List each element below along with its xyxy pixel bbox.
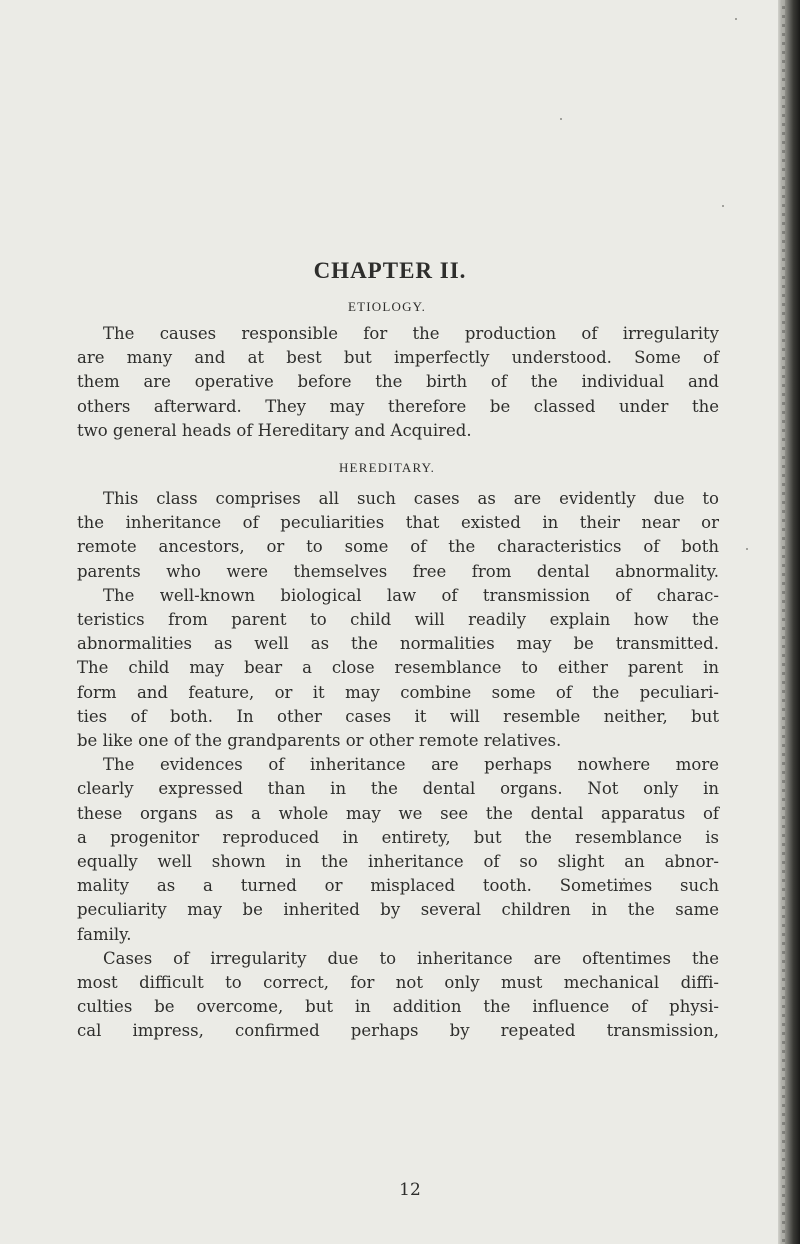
page-binding-edge: [778, 0, 800, 1244]
subsection-title: HEREDITARY.: [338, 460, 436, 476]
page-number: 12: [399, 1180, 421, 1200]
text-line: The evidences of inheritance are perhaps nowhere more: [103, 755, 719, 775]
scan-speck: [560, 118, 562, 120]
text-line: a progenitor reproduced in entirety, but the resemblance is: [77, 827, 719, 847]
text-line: most difficult to correct, for not only must mechanical diffi-: [77, 973, 719, 993]
text-line: these organs as a whole may we see the dental apparatus of: [77, 803, 719, 823]
text-line: abnormalities as well as the normalities may be transmitted.: [77, 634, 719, 654]
text-line: culties be overcome, but in addition the influence of physi-: [77, 997, 719, 1017]
intro-paragraph: [51, 322, 719, 443]
text-line: are many and at best but imperfectly understood. Some of: [77, 348, 719, 368]
text-line: two general heads of Hereditary and Acquired.: [77, 420, 472, 440]
section-title: ETIOLOGY.: [347, 299, 427, 314]
text-line: mality as a turned or misplaced tooth. Sometimes such: [77, 876, 719, 896]
scan-speck: [746, 548, 748, 550]
chapter-heading: CHAPTER II.: [313, 258, 467, 283]
text-line: Cases of irregularity due to inheritance are oftentimes the: [103, 948, 719, 968]
text-line: family.: [77, 924, 132, 944]
hereditary-paragraph-2: [51, 753, 719, 947]
text-line: remote ancestors, or to some of the characteristics of both: [77, 537, 719, 557]
text-line: The well-known biological law of transmission of charac-: [103, 585, 719, 605]
text-line: clearly expressed than in the dental organs. Not only in: [77, 779, 719, 799]
text-line: be like one of the grandparents or other remote relatives.: [77, 731, 562, 751]
hereditary-paragraph-3: [51, 947, 719, 1044]
page-text: [51, 256, 719, 1044]
text-line: them are operative before the birth of the individual and: [77, 372, 719, 392]
text-line: This class comprises all such cases as are evidently due to: [103, 489, 719, 509]
text-line: form and feature, or it may combine some of the peculiari-: [77, 682, 719, 702]
text-line: teristics from parent to child will readily explain how the: [77, 610, 719, 630]
text-line: the inheritance of peculiarities that existed in their near or: [77, 513, 719, 533]
scan-speck: [735, 18, 737, 20]
text-line: ties of both. In other cases it will resemble neither, but: [77, 706, 719, 726]
text-line: peculiarity may be inherited by several children in the same: [77, 900, 719, 920]
text-line: equally well shown in the inheritance of so slight an abnor-: [77, 852, 719, 872]
text-line: The child may bear a close resemblance to either parent in: [77, 658, 719, 678]
text-line: others afterward. They may therefore be classed under the: [77, 396, 719, 416]
hereditary-paragraph-1: [51, 487, 719, 753]
scan-speck: [722, 205, 724, 207]
text-line: parents who were themselves free from dental abnormality.: [77, 561, 719, 581]
text-line: The causes responsible for the production of irregularity: [103, 324, 719, 343]
text-line: cal impress, confirmed perhaps by repeated transmission,: [77, 1021, 719, 1041]
